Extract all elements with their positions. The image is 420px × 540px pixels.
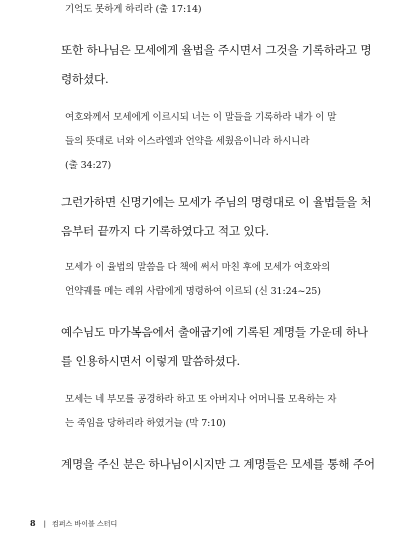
- quote-exodus-17-14: [65, 0, 385, 22]
- quote-line: (출 34:27): [65, 160, 112, 171]
- quote-mark-7-10: [65, 388, 385, 436]
- paragraph-line: 계명을 주신 분은 하나님이시지만 그 계명들은 모세를 통해 주어: [61, 457, 375, 471]
- paragraph-line: 예수님도 마가복음에서 출애굽기에 기록된 계명들 가운데 하나: [61, 325, 368, 339]
- paragraph-line: 그런가하면 신명기에는 모세가 주님의 명령대로 이 율법들을 처: [61, 195, 372, 209]
- paragraph-line: 를 인용하시면서 이렇게 말씀하셨다.: [61, 354, 240, 368]
- footer-separator: |: [43, 520, 46, 528]
- page-footer: [30, 518, 117, 529]
- book-title: 컴퍼스 바이블 스터디: [51, 520, 118, 528]
- quote-line: 기억도 못하게 하리라 (출 17:14): [65, 4, 202, 15]
- quote-exodus-34-27: [65, 106, 385, 178]
- paragraph-jesus-mark: [61, 318, 388, 376]
- paragraph-line: 령하셨다.: [61, 72, 109, 86]
- quote-line: 언약궤를 메는 레위 사람에게 명령하여 이르되 (신 31:24~25): [65, 286, 321, 297]
- paragraph-line: 또한 하나님은 모세에게 율법을 주시면서 그것을 기록하라고 명: [61, 43, 372, 57]
- page-number: 8: [30, 518, 36, 528]
- quote-line: 모세는 네 부모를 공경하라 하고 또 아버지나 어머니를 모욕하는 자: [65, 394, 337, 405]
- paragraph-deuteronomy: [61, 188, 388, 246]
- paragraph-law-recorded: [61, 36, 388, 94]
- quote-deuteronomy-31-24: [65, 256, 385, 304]
- paragraph-commandments: [61, 450, 388, 479]
- quote-line: 들의 뜻대로 너와 이스라엘과 언약을 세웠음이니라 하시니라: [65, 136, 310, 147]
- quote-line: 여호와께서 모세에게 이르시되 너는 이 말들을 기록하라 내가 이 말: [65, 112, 337, 123]
- paragraph-line: 음부터 끝까지 다 기록하였다고 적고 있다.: [61, 224, 269, 238]
- quote-line: 는 죽임을 당하리라 하였거늘 (막 7:10): [65, 418, 226, 429]
- quote-line: 모세가 이 율법의 말씀을 다 책에 써서 마친 후에 모세가 여호와의: [65, 262, 331, 273]
